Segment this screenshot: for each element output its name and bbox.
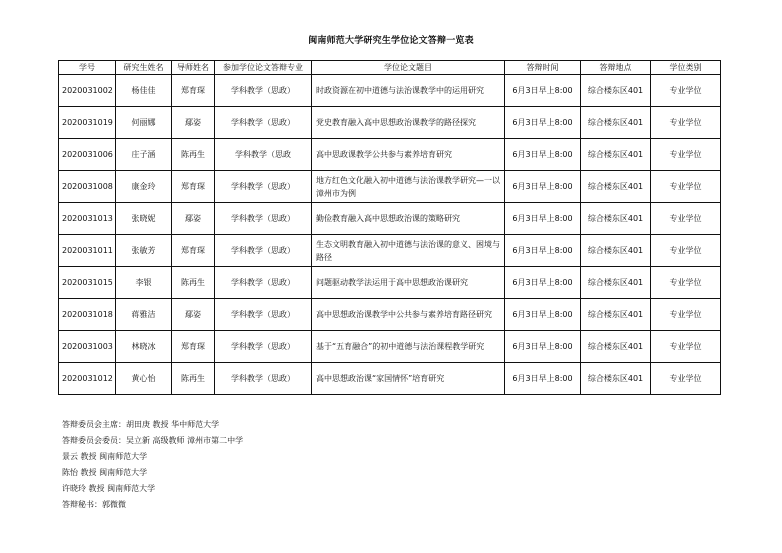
thesis-title-cell: 生态文明教育融入初中道德与法治课的意义、困境与路径	[312, 235, 505, 267]
degree-type-cell: 专业学位	[651, 235, 721, 267]
thesis-title-cell: 时政资源在初中道德与法治课教学中的运用研究	[312, 75, 505, 107]
major-cell: 学科教学（思政	[215, 139, 312, 171]
table-row	[59, 363, 721, 395]
advisor-cell: 郑育琛	[172, 235, 215, 267]
major-cell: 学科教学（思政）	[215, 107, 312, 139]
advisor-cell: 郑育琛	[172, 331, 215, 363]
defense-time-cell: 6月3日早上8:00	[505, 299, 581, 331]
committee-member: 许晓玲 教授 闽南师范大学	[62, 484, 156, 493]
table-row	[59, 331, 721, 363]
defense-time-cell: 6月3日早上8:00	[505, 75, 581, 107]
table-row	[59, 75, 721, 107]
degree-type-cell: 专业学位	[651, 107, 721, 139]
degree-type-cell: 专业学位	[651, 267, 721, 299]
advisor-cell: 郑育琛	[172, 75, 215, 107]
defense-location-cell: 综合楼东区401	[581, 267, 651, 299]
table-row	[59, 171, 721, 203]
student-name-cell: 康金玲	[116, 171, 172, 203]
student-name-cell: 林晓冰	[116, 331, 172, 363]
degree-type-cell: 专业学位	[651, 171, 721, 203]
major-cell: 学科教学（思政）	[215, 171, 312, 203]
advisor-cell: 陈再生	[172, 139, 215, 171]
defense-time-cell: 6月3日早上8:00	[505, 203, 581, 235]
table-row	[59, 203, 721, 235]
defense-location-cell: 综合楼东区401	[581, 363, 651, 395]
student-name-cell: 张敏芳	[116, 235, 172, 267]
degree-type-cell: 专业学位	[651, 139, 721, 171]
defense-location-cell: 综合楼东区401	[581, 75, 651, 107]
student-name-cell: 庄子涵	[116, 139, 172, 171]
header-thesis-title: 学位论文题目	[312, 61, 505, 75]
thesis-title-cell: 高中思政课教学公共参与素养培育研究	[312, 139, 505, 171]
student-id-cell: 2020031018	[59, 299, 116, 331]
defense-location-cell: 综合楼东区401	[581, 299, 651, 331]
defense-time-cell: 6月3日早上8:00	[505, 107, 581, 139]
student-id-cell: 2020031008	[59, 171, 116, 203]
advisor-cell: 陈再生	[172, 363, 215, 395]
major-cell: 学科教学（思政）	[215, 203, 312, 235]
defense-time-cell: 6月3日早上8:00	[505, 267, 581, 299]
table-row	[59, 267, 721, 299]
major-cell: 学科教学（思政）	[215, 235, 312, 267]
header-defense-location: 答辩地点	[581, 61, 651, 75]
defense-location-cell: 综合楼东区401	[581, 203, 651, 235]
header-degree-type: 学位类别	[651, 61, 721, 75]
header-major: 参加学位论文答辩专业	[215, 61, 312, 75]
student-name-cell: 黄心怡	[116, 363, 172, 395]
committee-secretary: 答辩秘书：郭微微	[62, 500, 126, 509]
student-id-cell: 2020031013	[59, 203, 116, 235]
thesis-title-cell: 勤俭教育融入高中思想政治课的策略研究	[312, 203, 505, 235]
student-name-cell: 张晓妮	[116, 203, 172, 235]
table-row	[59, 139, 721, 171]
major-cell: 学科教学（思政）	[215, 267, 312, 299]
major-cell: 学科教学（思政）	[215, 331, 312, 363]
defense-location-cell: 综合楼东区401	[581, 107, 651, 139]
table-header-row	[59, 61, 721, 75]
student-id-cell: 2020031019	[59, 107, 116, 139]
defense-time-cell: 6月3日早上8:00	[505, 171, 581, 203]
student-name-cell: 杨佳佳	[116, 75, 172, 107]
degree-type-cell: 专业学位	[651, 75, 721, 107]
student-id-cell: 2020031011	[59, 235, 116, 267]
advisor-cell: 鄢姿	[172, 107, 215, 139]
table-row	[59, 107, 721, 139]
committee-list	[62, 417, 243, 513]
student-id-cell: 2020031012	[59, 363, 116, 395]
major-cell: 学科教学（思政）	[215, 75, 312, 107]
defense-time-cell: 6月3日早上8:00	[505, 331, 581, 363]
major-cell: 学科教学（思政）	[215, 363, 312, 395]
thesis-title-cell: 基于“五育融合”的初中道德与法治课程教学研究	[312, 331, 505, 363]
committee-member: 答辩委员会委员：吴立新 高级教师 漳州市第二中学	[62, 436, 244, 445]
student-id-cell: 2020031003	[59, 331, 116, 363]
header-defense-time: 答辩时间	[505, 61, 581, 75]
student-id-cell: 2020031006	[59, 139, 116, 171]
advisor-cell: 陈再生	[172, 267, 215, 299]
advisor-cell: 鄢姿	[172, 299, 215, 331]
degree-type-cell: 专业学位	[651, 203, 721, 235]
student-name-cell: 蒋雅洁	[116, 299, 172, 331]
defense-schedule-table	[58, 60, 721, 395]
defense-location-cell: 综合楼东区401	[581, 139, 651, 171]
committee-member: 陈怡 教授 闽南师范大学	[62, 468, 148, 477]
student-name-cell: 何丽娜	[116, 107, 172, 139]
student-name-cell: 李银	[116, 267, 172, 299]
thesis-title-cell: 高中思想政治课“家国情怀”培育研究	[312, 363, 505, 395]
degree-type-cell: 专业学位	[651, 331, 721, 363]
header-student-name: 研究生姓名	[116, 61, 172, 75]
thesis-title-cell: 问题驱动教学法运用于高中思想政治课研究	[312, 267, 505, 299]
defense-time-cell: 6月3日早上8:00	[505, 139, 581, 171]
header-student-id: 学号	[59, 61, 116, 75]
advisor-cell: 鄢姿	[172, 203, 215, 235]
defense-time-cell: 6月3日早上8:00	[505, 363, 581, 395]
table-row	[59, 299, 721, 331]
degree-type-cell: 专业学位	[651, 363, 721, 395]
committee-chair: 答辩委员会主席：胡田庚 教授 华中师范大学	[62, 420, 220, 429]
thesis-title-cell: 党史教育融入高中思想政治课教学的路径探究	[312, 107, 505, 139]
header-advisor: 导师姓名	[172, 61, 215, 75]
student-id-cell: 2020031015	[59, 267, 116, 299]
committee-member: 景云 教授 闽南师范大学	[62, 452, 148, 461]
thesis-title-cell: 高中思想政治课教学中公共参与素养培育路径研究	[312, 299, 505, 331]
defense-location-cell: 综合楼东区401	[581, 235, 651, 267]
student-id-cell: 2020031002	[59, 75, 116, 107]
defense-location-cell: 综合楼东区401	[581, 331, 651, 363]
defense-location-cell: 综合楼东区401	[581, 171, 651, 203]
defense-time-cell: 6月3日早上8:00	[505, 235, 581, 267]
advisor-cell: 郑育琛	[172, 171, 215, 203]
degree-type-cell: 专业学位	[651, 299, 721, 331]
document-title: 闽南师范大学研究生学位论文答辩一览表	[308, 36, 474, 46]
table-row	[59, 235, 721, 267]
major-cell: 学科教学（思政）	[215, 299, 312, 331]
thesis-title-cell: 地方红色文化融入初中道德与法治课教学研究—一以漳州市为例	[312, 171, 505, 203]
